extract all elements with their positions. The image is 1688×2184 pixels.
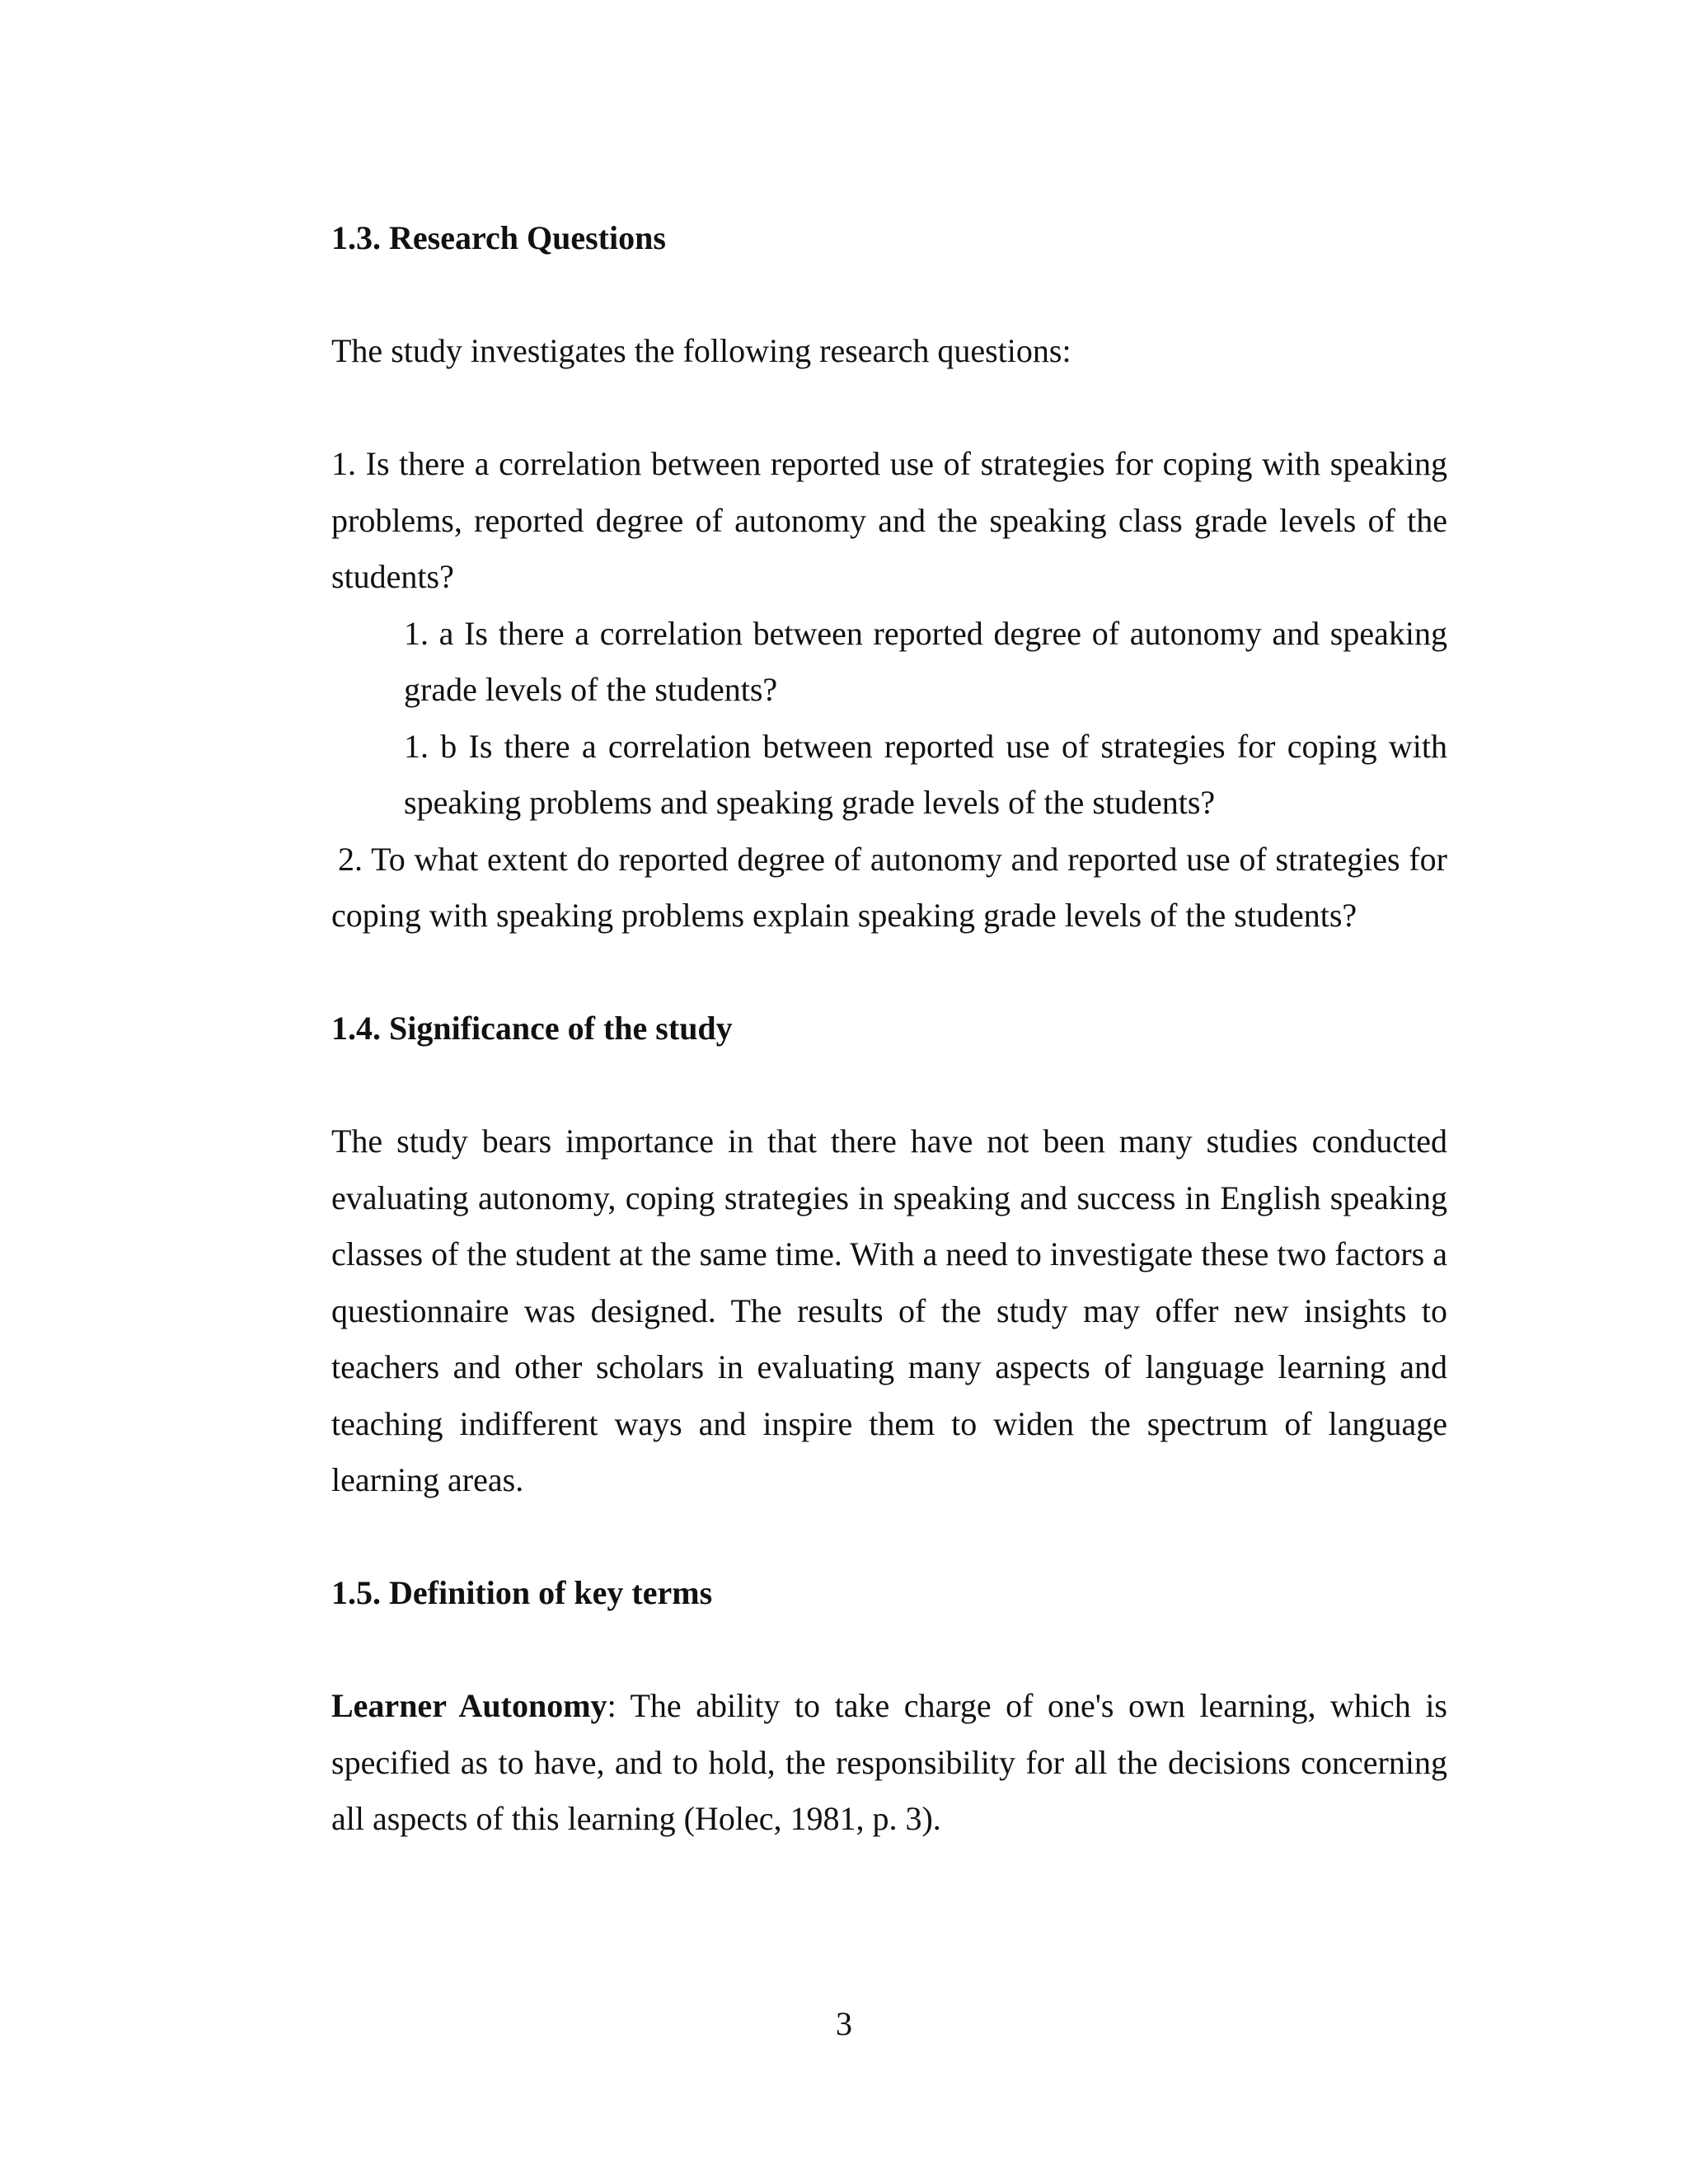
section-heading-research-questions: 1.3. Research Questions [331, 219, 666, 256]
key-term-text: : The ability to take charge of one's own learning, which is specified as to have, and to hold, the responsibility for all the decisions concerning all aspects of this learning (Holec, 1981, p. 3). [331, 1687, 1447, 1837]
research-question-1a: 1. a Is there a correlation between reported degree of autonomy and speaking grade levels of the students? [404, 614, 1447, 708]
research-question-1: 1. Is there a correlation between reported use of strategies for coping with speaking problems, reported degree of autonomy and the speaking class grade levels of the students? [331, 445, 1447, 595]
spacer [331, 1509, 1447, 1566]
spacer [331, 944, 1447, 1001]
section-heading-key-terms: 1.5. Definition of key terms [331, 1574, 713, 1611]
key-term-definition [331, 1678, 1447, 1848]
page-content [331, 210, 1447, 1848]
research-question-1b: 1. b Is there a correlation between reported use of strategies for coping with speaking problems and speaking grade levels of the students? [404, 727, 1447, 821]
section-heading-significance: 1.4. Significance of the study [331, 1010, 733, 1047]
spacer [331, 1057, 1447, 1114]
page-number: 3 [836, 2005, 852, 2042]
research-questions-intro: The study investigates the following research questions: [331, 332, 1071, 369]
significance-paragraph: The study bears importance in that there have not been many studies conducted evaluating autonomy, coping strategies in speaking and success in English speaking classes of the student at the same time. With a need to investigate these two factors a questionnaire was designed. The results of the study may offer new insights to teachers and other scholars in evaluating many aspects of language learning and teaching indifferent ways and inspire them to widen the spectrum of language learning areas. [331, 1122, 1447, 1498]
spacer [331, 267, 1447, 324]
research-question-2: 2. To what extent do reported degree of autonomy and reported use of strategies for coping with speaking problems explain speaking grade levels of the students? [331, 840, 1447, 934]
key-term-name: Learner Autonomy [331, 1687, 607, 1724]
spacer [331, 380, 1447, 437]
spacer [331, 1622, 1447, 1679]
